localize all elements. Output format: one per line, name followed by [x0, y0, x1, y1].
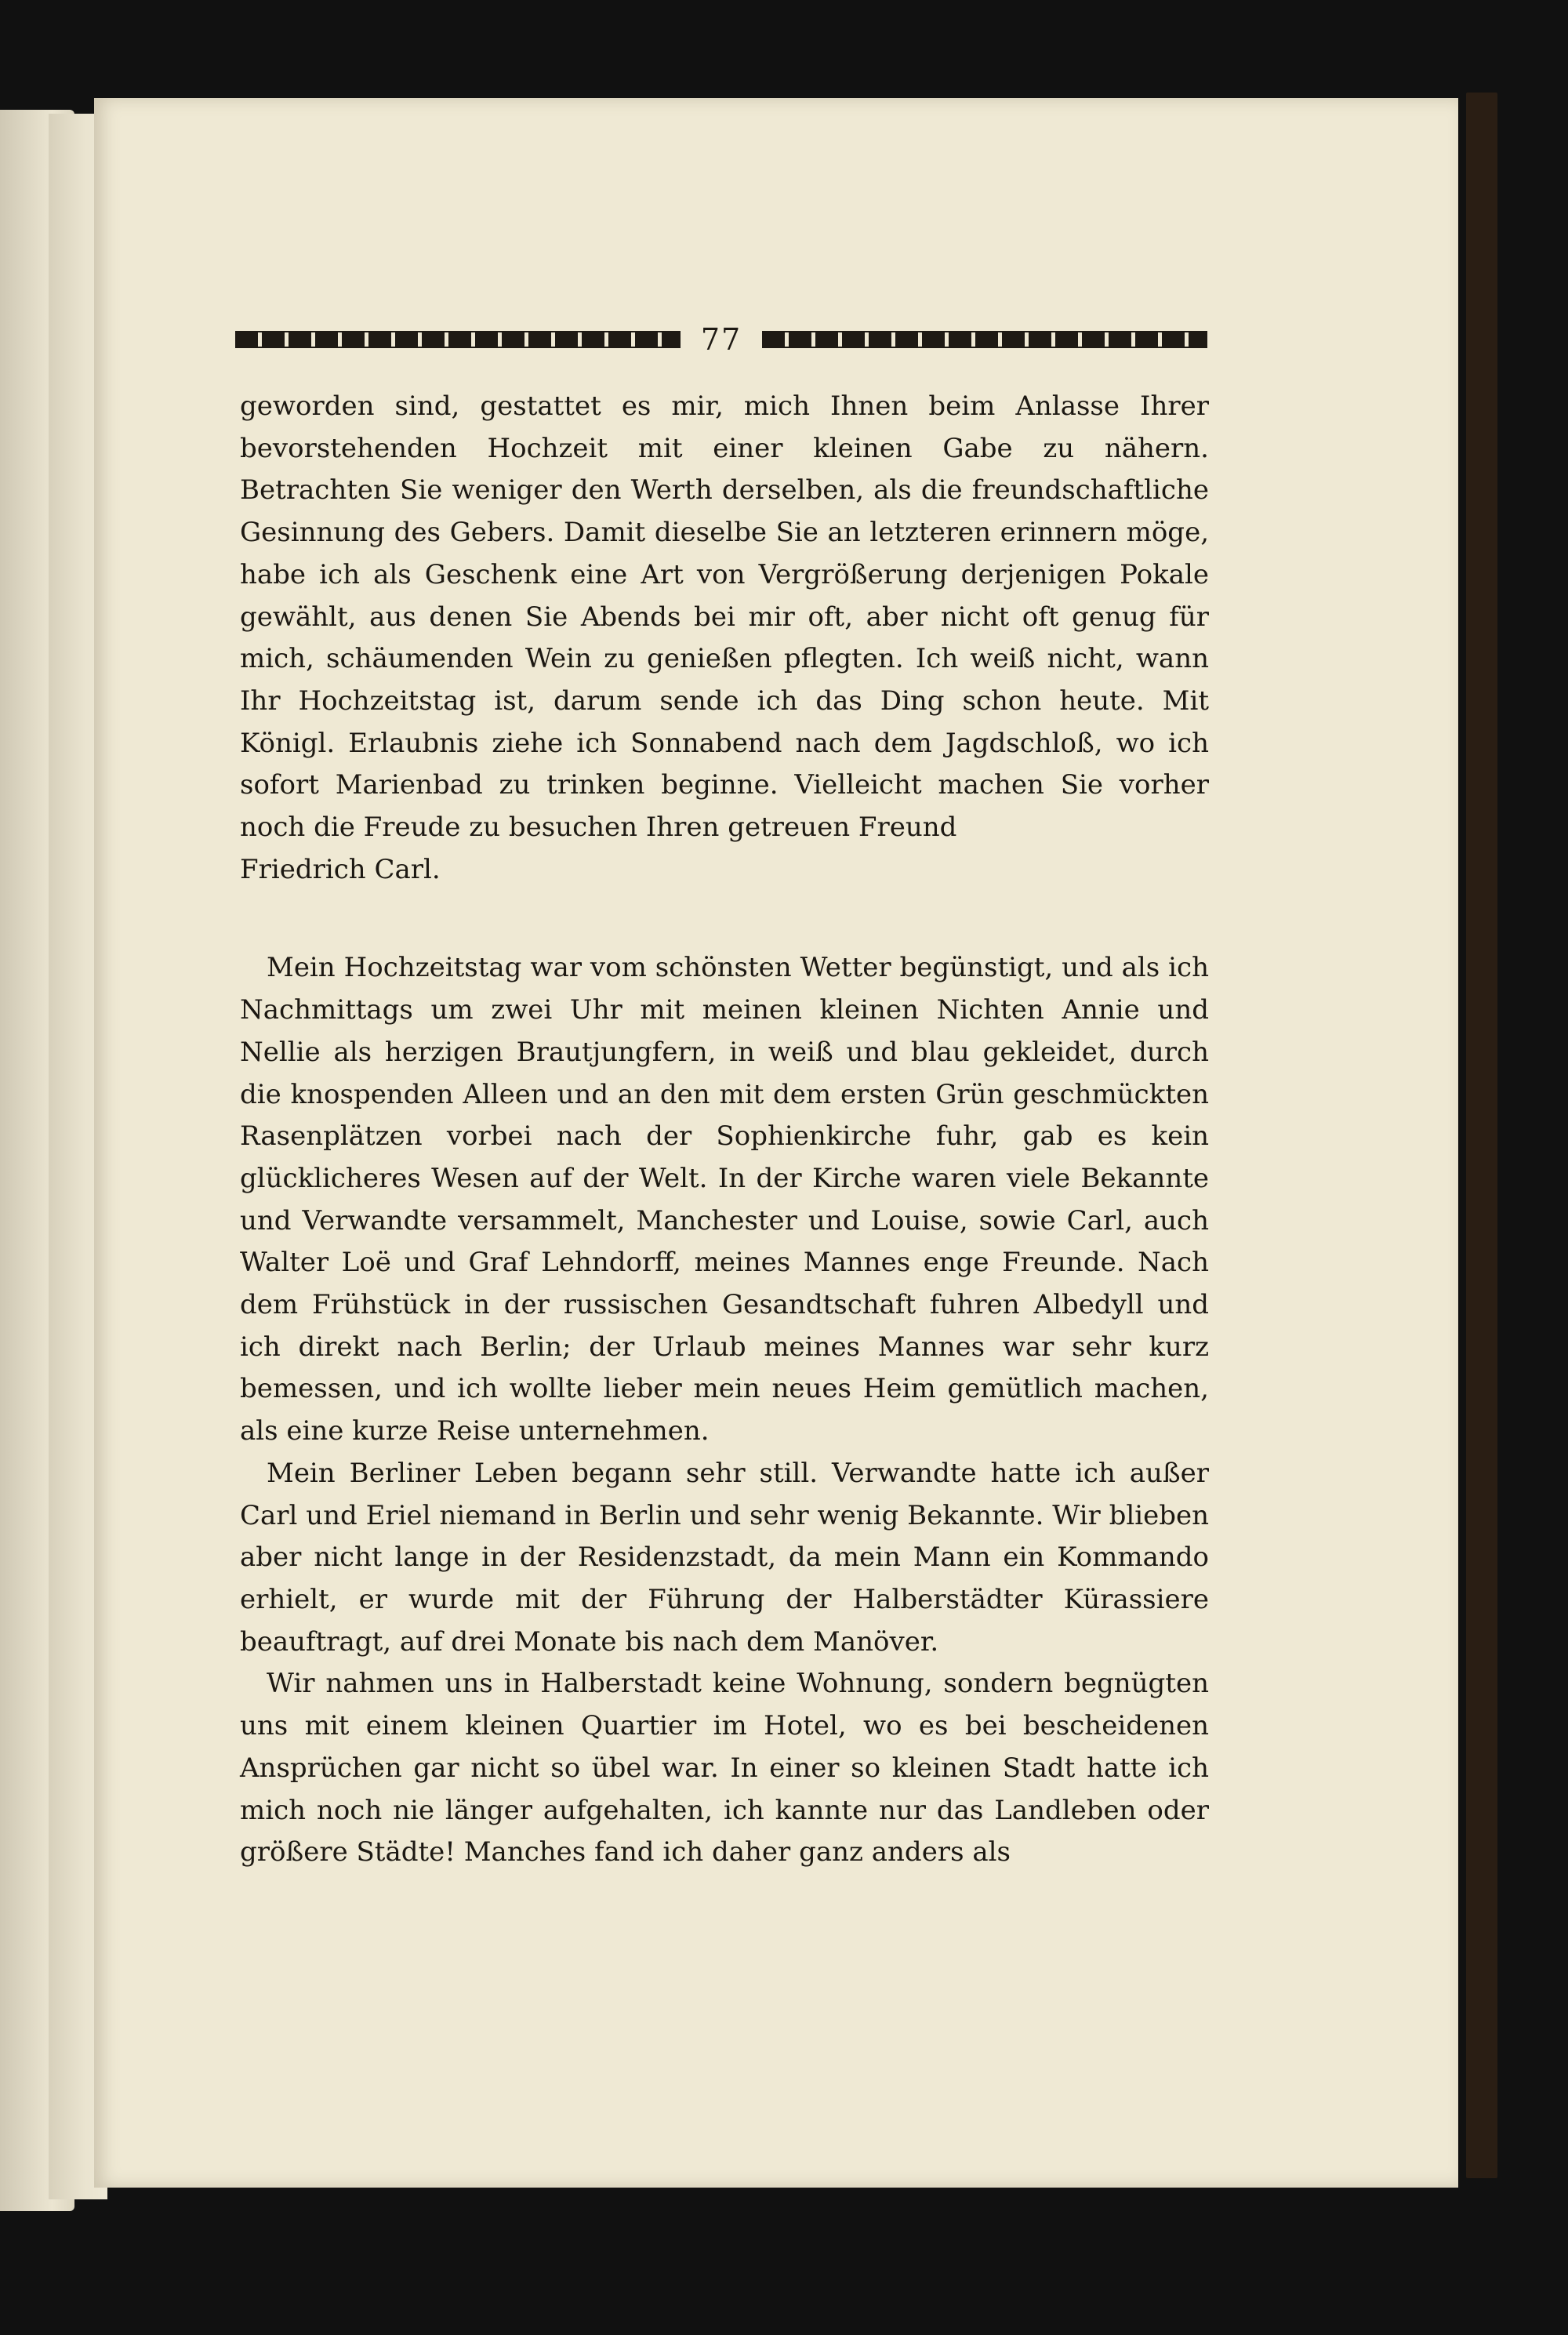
- paragraph-wedding-day: Mein Hochzeitstag war vom schönsten Wetter begünstigt, und als ich Nachmittags um zwei Uhr mit meinen kleinen Nichten Annie und Nellie als herzigen Brautjungfern, in weiß und blau gekleidet, durch die knospenden Alleen und an den mit dem ersten Grün geschmückten Rasenplätzen vorbei nach der Sophienkirche fuhr, gab es kein glücklicheres Wesen auf der Welt. In der Kirche waren viele Bekannte und Verwandte versammelt, Manchester und Louise, sowie Carl, auch Walter Loë und Graf Lehndorff, meines Mannes enge Freunde. Nach dem Frühstück in der russischen Gesandtschaft fuhren Albedyll und ich direkt nach Berlin; der Urlaub meines Mannes war sehr kurz bemessen, und ich wollte lieber mein neues Heim gemütlich machen, als eine kurze Reise unternehmen.: [240, 952, 1209, 1447]
- header-ornament-right: [762, 331, 1207, 348]
- header-ornament-left: [235, 331, 681, 348]
- page-number: 77: [700, 322, 742, 357]
- book-cover-edge: [1466, 93, 1497, 2178]
- section-gap: [240, 891, 1209, 947]
- paragraph-berlin-life: Mein Berliner Leben begann sehr still. Verwandte hatte ich außer Carl und Eriel niemand in Berlin und sehr wenig Bekannte. Wir blieben aber nicht lange in der Residenzstadt, da mein Mann ein Kommando erhielt, er wurde mit der Führung der Halberstädter Kürassiere beauftragt, auf drei Monate bis nach dem Manöver.: [240, 1457, 1209, 1658]
- paragraph-letter: geworden sind, gestattet es mir, mich Ihnen beim Anlasse Ihrer bevorstehenden Hochzeit mit einer kleinen Gabe zu nähern. Betrachten Sie weniger den Werth derselben, als die freundschaftliche Gesinnung des Gebers. Damit dieselbe Sie an letzteren erinnern möge, habe ich als Geschenk eine Art von Vergrößerung derjenigen Pokale gewählt, aus denen Sie Abends bei mir oft, aber nicht oft genug für mich, schäumenden Wein zu genießen pflegten. Ich weiß nicht, wann Ihr Hochzeitstag ist, darum sende ich das Ding schon heute. Mit Königl. Erlaubnis ziehe ich Sonnabend nach dem Jagdschloß, wo ich sofort Marienbad zu trinken beginne. Vielleicht machen Sie vorher noch die Freude zu besuchen Ihren getreuen Freund: [240, 390, 1209, 844]
- running-header: [235, 320, 1207, 359]
- paragraph-halberstadt: Wir nahmen uns in Halberstadt keine Wohnung, sondern begnügten uns mit einem kleinen Quartier im Hotel, wo es bei bescheidenen Ansprüchen gar nicht so übel war. In einer so kleinen Stadt hatte ich mich noch nie länger aufgehalten, ich kannte nur das Landleben oder größere Städte! Manches fand ich daher ganz anders als: [240, 1668, 1209, 1868]
- body-text: [240, 386, 1209, 1874]
- letter-signature: Friedrich Carl.: [240, 853, 441, 885]
